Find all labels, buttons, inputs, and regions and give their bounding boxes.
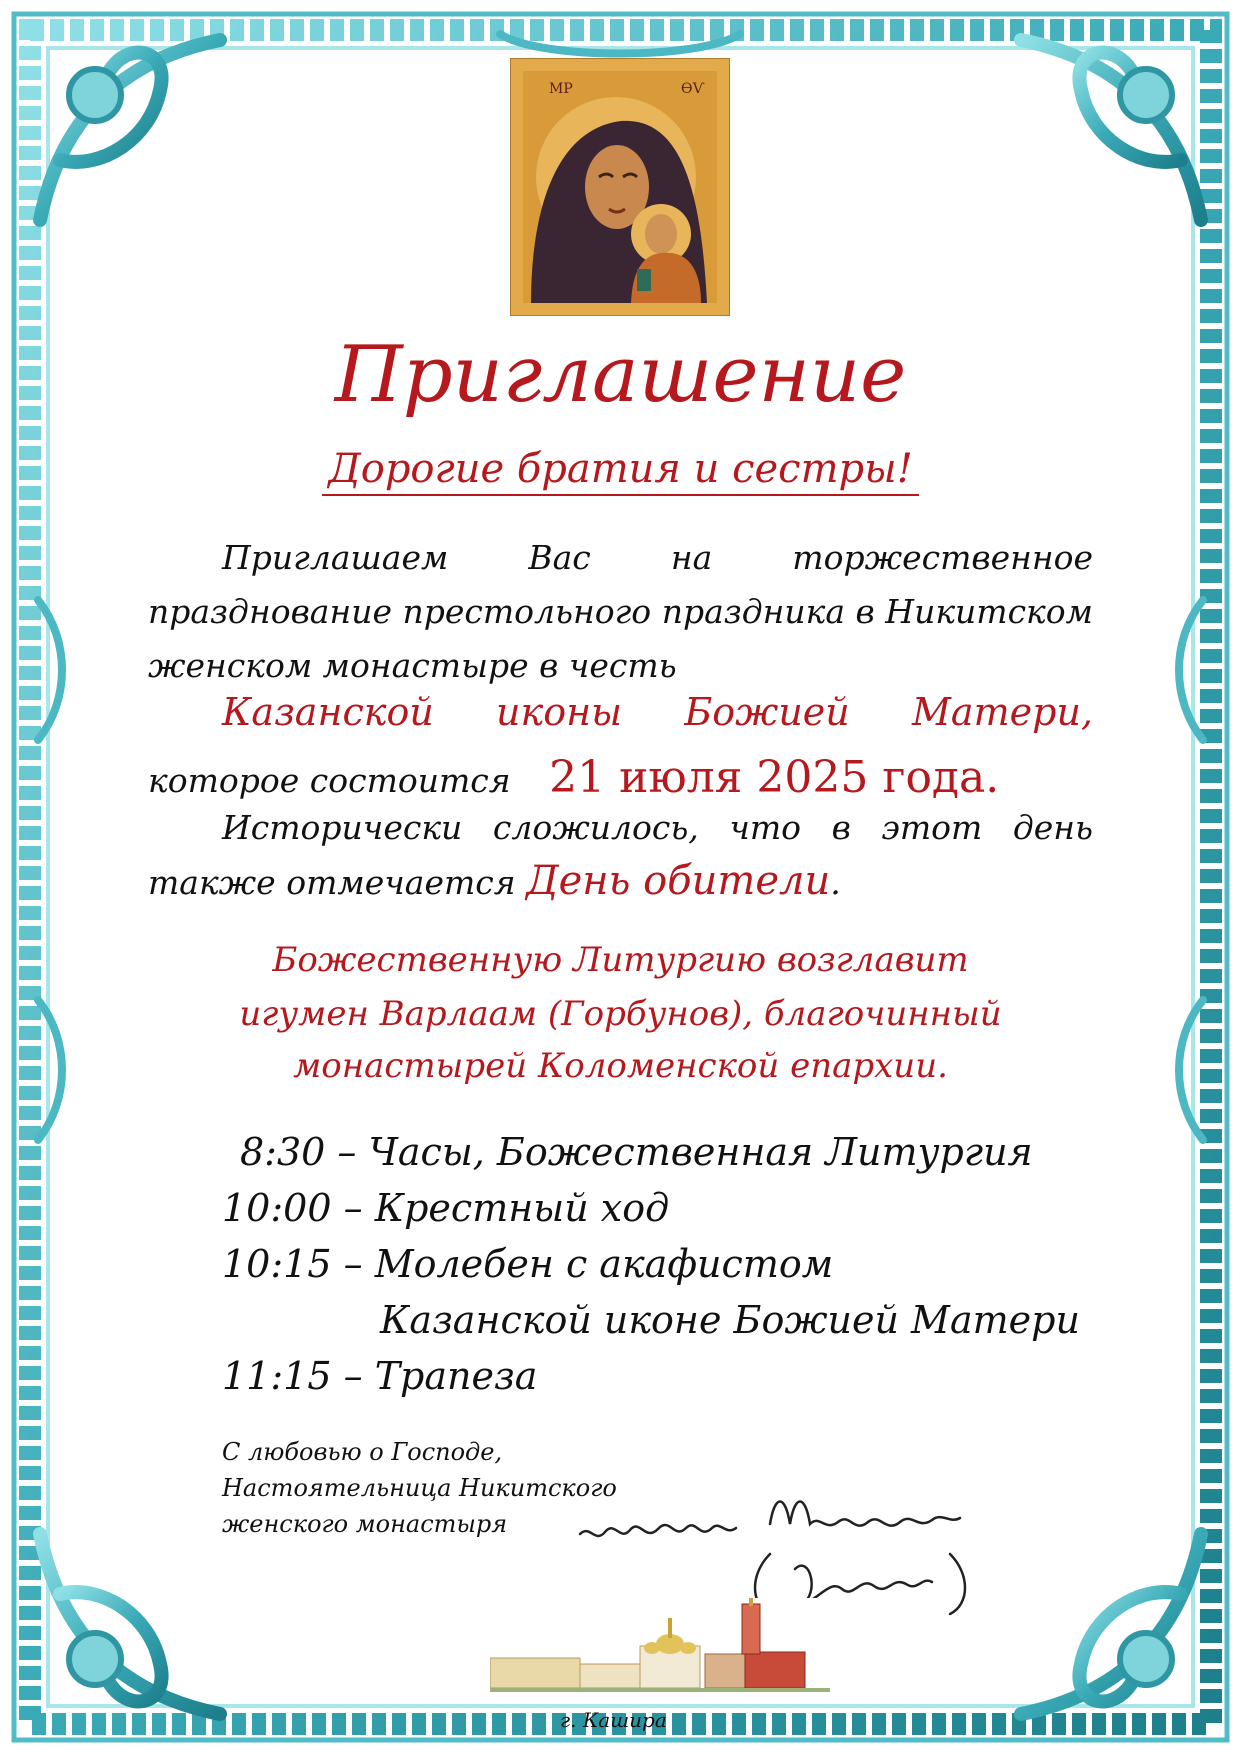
schedule-item: 11:15 – Трапеза: [222, 1354, 538, 1398]
corner-ornament-bottom-right: [1021, 1534, 1201, 1714]
signature-line3: женского монастыря: [222, 1510, 508, 1538]
liturgy-line1: Божественную Литургию возглавит: [272, 940, 969, 980]
greeting-text: Дорогие братия и сестры!: [322, 446, 919, 496]
signature-line1: С любовью о Господе,: [222, 1438, 503, 1466]
icon-letters-left: МР: [549, 81, 573, 97]
schedule-event: Часы, Божественная Литургия: [368, 1130, 1033, 1174]
greeting: [0, 446, 1241, 492]
schedule-time: 10:15: [222, 1242, 332, 1286]
corner-ornament-top-right: [1021, 40, 1201, 220]
paragraph2-line2: [148, 858, 1093, 904]
signature-line2: Настоятельница Никитского: [222, 1474, 617, 1502]
monastery-illustration: [490, 1598, 830, 1696]
feast-name: Казанской иконы Божией Матери,: [222, 690, 1093, 734]
schedule-time: 10:00: [222, 1186, 332, 1230]
schedule-event: Трапеза: [374, 1354, 538, 1398]
schedule-item: 10:15 – Молебен с акафистом: [222, 1242, 834, 1286]
icon-image: [510, 58, 730, 316]
schedule-event: Казанской иконе Божией Матери: [380, 1298, 1080, 1342]
schedule-item: 10:00 – Крестный ход: [222, 1186, 670, 1230]
schedule-event: Молебен с акафистом: [374, 1242, 834, 1286]
date-line: [148, 752, 1093, 803]
icon-letters-right: ѲѴ: [681, 81, 705, 97]
schedule-item-continuation: [380, 1298, 1080, 1342]
city-caption: г. Кашира: [560, 1708, 667, 1732]
paragraph2-prefix: также отмечается: [148, 863, 516, 902]
paragraph1-line2: празднование престольного праздника в Никитском: [148, 592, 1093, 631]
corner-ornament-top-left: [40, 40, 220, 220]
corner-ornament-bottom-left: [40, 1534, 220, 1714]
page-title: Приглашение: [334, 330, 907, 420]
paragraph2-suffix: .: [830, 863, 841, 902]
event-date: 21 июля 2025 года.: [549, 752, 1000, 803]
paragraph1-line1: Приглашаем Вас на торжественное: [222, 538, 1093, 577]
date-prefix: которое состоится: [148, 761, 511, 800]
paragraph1-line3: женском монастыре в честь: [148, 646, 677, 685]
kazan-icon: [511, 59, 729, 315]
schedule-time: 8:30: [240, 1130, 326, 1174]
monastery-day: День обители: [526, 858, 831, 904]
liturgy-line2: игумен Варлаам (Горбунов), благочинный: [239, 994, 1002, 1034]
schedule-time: 11:15: [222, 1354, 332, 1398]
paragraph2-line1: Исторически сложилось, что в этот день: [222, 808, 1093, 847]
schedule-event: Крестный ход: [374, 1186, 670, 1230]
liturgy-line3: монастырей Коломенской епархии.: [293, 1046, 948, 1086]
schedule-item: 8:30 – Часы, Божественная Литургия: [240, 1130, 1033, 1174]
